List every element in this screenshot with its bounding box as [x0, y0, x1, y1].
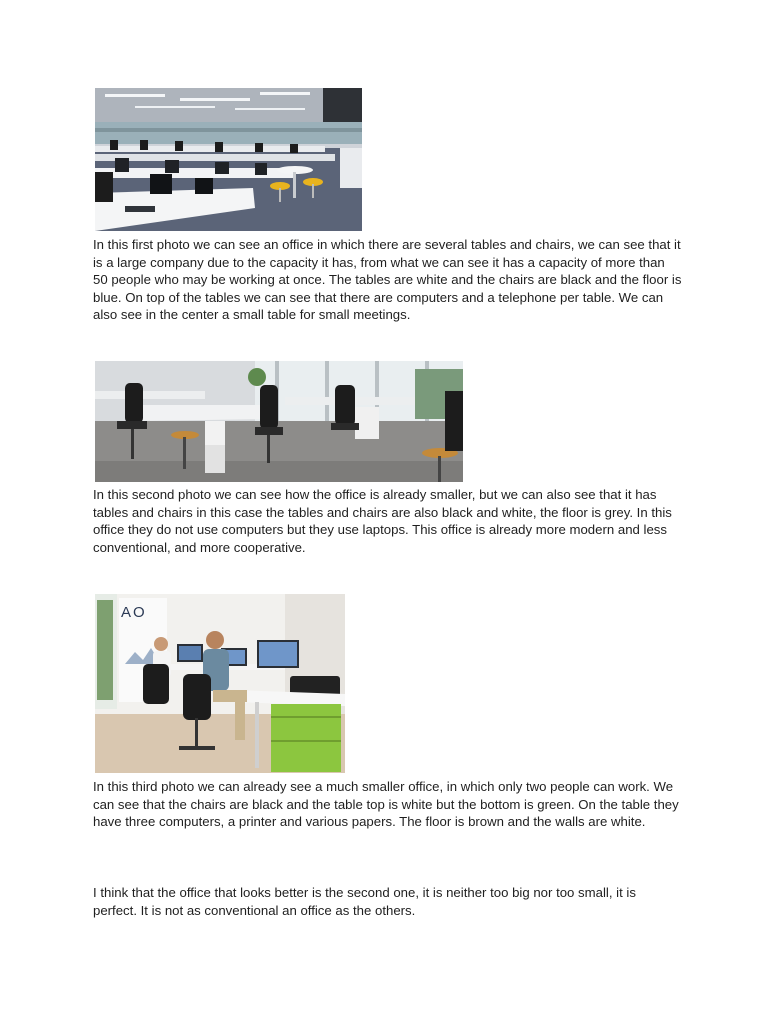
photo-modern-office: [95, 361, 463, 482]
photo-large-office: [95, 88, 362, 231]
paragraph-conclusion: I think that the office that looks better is the second one, it is neither too big nor too small, it is perfect. It is not as conventional an office as the others.: [93, 885, 636, 918]
paragraph-third-photo: In this third photo we can already see a much smaller office, in which only two people can work. We can see that the chairs are black and the table top is white but the bottom is green. On the table they have three computers, a printer and various papers. The floor is brown and the walls are white.: [93, 779, 679, 830]
paragraph-first-photo: In this first photo we can see an office in which there are several tables and chairs, we can see that it is a large company due to the capacity it has, from what we can see it has a capacity of more than 50 people who may be working at once. The tables are white and the chairs are black and the floor is blue. On top of the tables we can see that there are computers and a telephone per table. We can also see in the center a small table for small meetings.: [93, 237, 682, 323]
photo-small-office: [95, 594, 345, 773]
paragraph-second-photo: In this second photo we can see how the office is already smaller, but we can also see that it has tables and chairs in this case the tables and chairs are also black and white, the floor is grey. In this office they do not use computers but they use laptops. This office is already more modern and less conventional, and more cooperative.: [93, 487, 672, 555]
photo3-logo-text: AO: [121, 604, 147, 621]
